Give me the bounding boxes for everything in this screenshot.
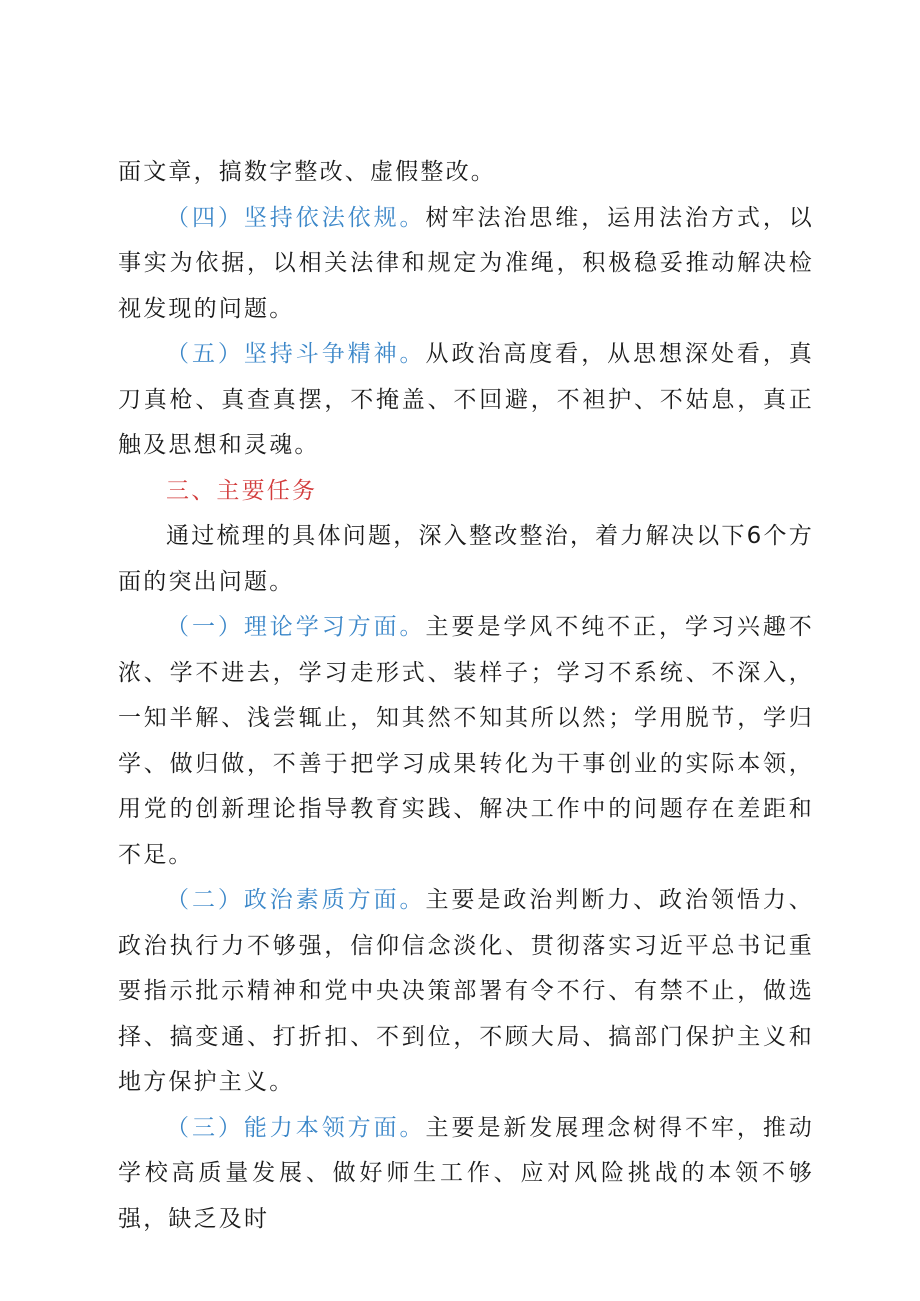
principle-5-paragraph [118,332,814,469]
task-1-body: 主要是学风不纯不正，学习兴趣不浓、学不进去，学习走形式、装样子；学习不系统、不深入，一知半解、浅尝辄止，知其然不知其所以然；学用脱节，学归学、做归做，不善于把学习成果转化为干事创业的实际本领，用党的创新理论指导教育实践、解决工作中的问题存在差距和不足。 [118,614,814,868]
task-1-paragraph [118,605,814,878]
continuation-paragraph [118,150,814,196]
continuation-text: 面文章，搞数字整改、虚假整改。 [118,159,496,185]
task-3-paragraph [118,1106,814,1243]
principle-5-body: 从政治高度看，从思想深处看，真刀真枪、真查真摆，不掩盖、不回避，不袒护、不姑息，真正触及思想和灵魂。 [118,341,814,458]
task-2-heading: （二）政治素质方面。 [166,887,426,913]
task-3-heading: （三）能力本领方面。 [166,1114,426,1141]
principle-4-paragraph [118,196,814,333]
task-2-body: 主要是政治判断力、政治领悟力、政治执行力不够强，信仰信念淡化、贯彻落实习近平总书记重要指示批示精神和党中央决策部署有令不行、有禁不止，做选择、搞变通、打折扣、不到位，不顾大局、搞部门保护主义和地方保护主义。 [118,887,814,1095]
principle-5-heading: （五）坚持斗争精神。 [166,341,426,367]
document-page [118,150,814,1242]
task-1-heading: （一）理论学习方面。 [166,614,426,640]
principle-4-heading: （四）坚持依法依规。 [166,204,426,231]
principle-4-body: 树牢法治思维，运用法治方式，以事实为依据，以相关法律和规定为准绳，积极稳妥推动解决检视发现的问题。 [118,204,814,322]
section-3-intro-text: 通过梳理的具体问题，深入整改整治，着力解决以下6个方面的突出问题。 [118,523,814,595]
task-2-paragraph [118,878,814,1106]
section-3-title: 三、主要任务 [166,477,318,504]
task-3-body: 主要是新发展理念树得不牢，推动学校高质量发展、做好师生工作、应对风险挑战的本领不够强，缺乏及时 [118,1114,814,1232]
section-3-intro [118,514,814,605]
